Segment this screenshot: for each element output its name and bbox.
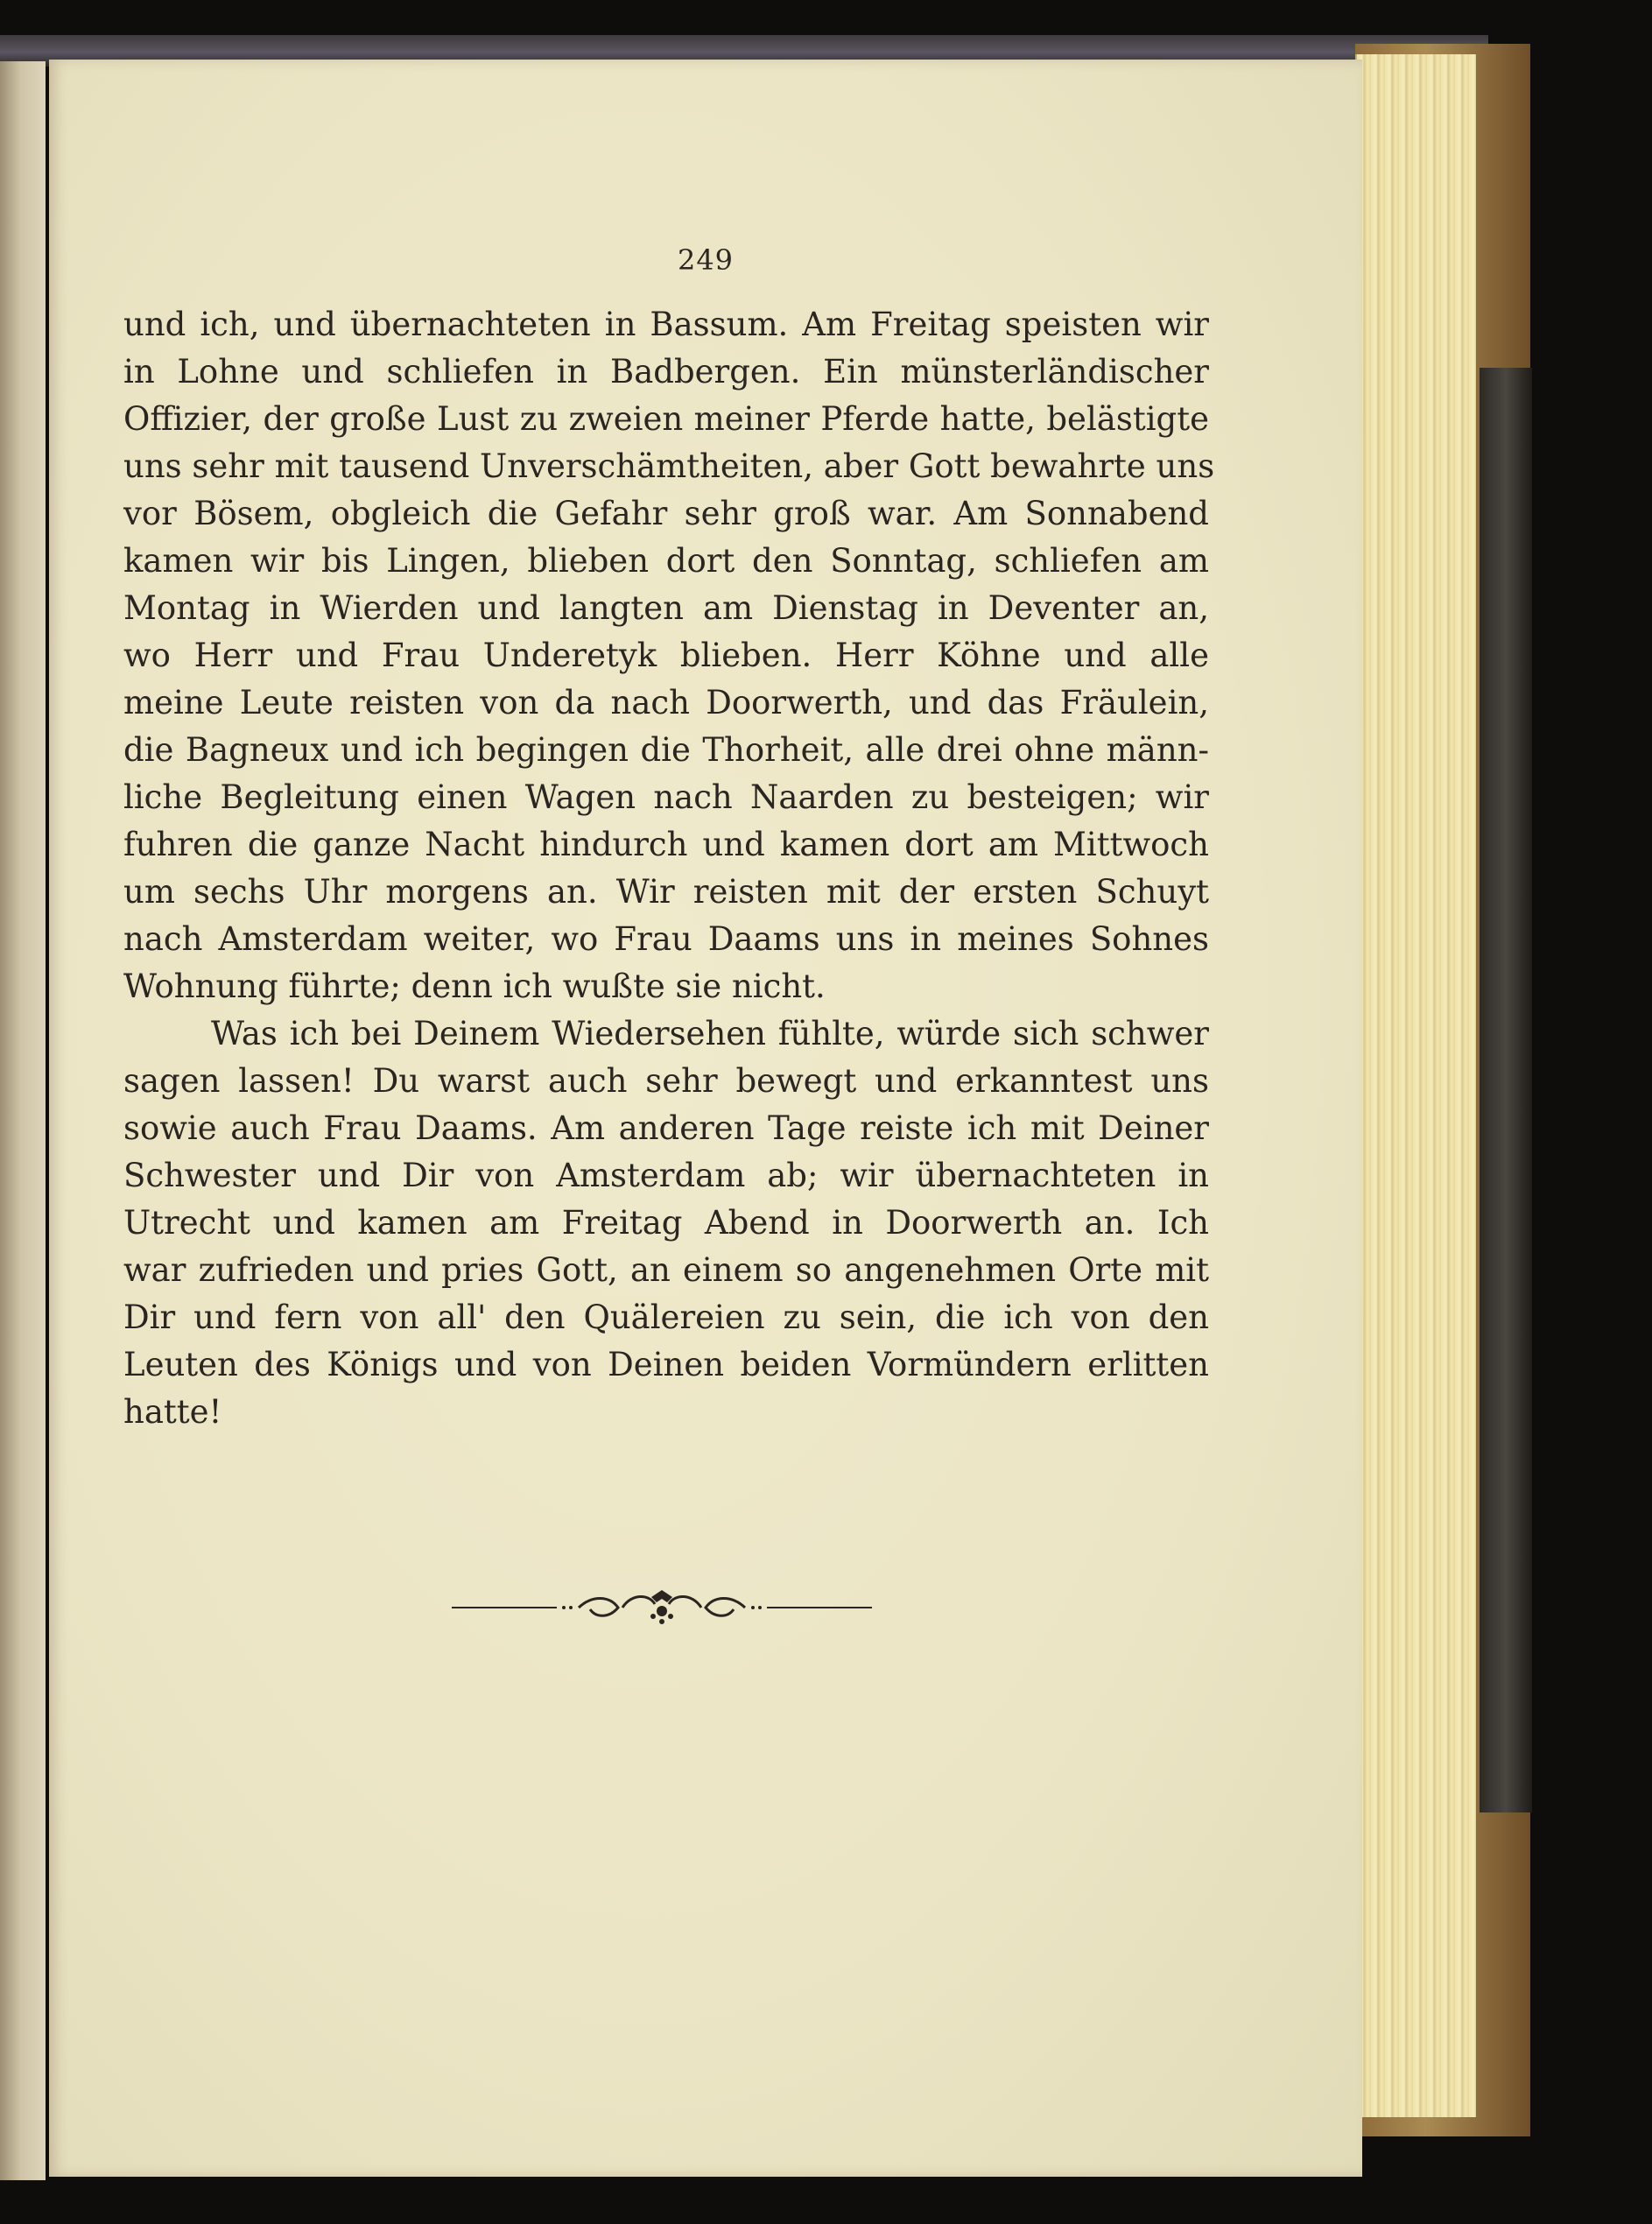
text-line: nach Amsterdam weiter, wo Frau Daams uns in meines Sohnes <box>123 920 1209 958</box>
text-line: kamen wir bis Lingen, blieben dort den Sonntag, schliefen am <box>123 542 1209 580</box>
paragraph-first-line: Was ich bei Deinem Wiedersehen fühlte, würde sich schwer <box>211 1015 1209 1052</box>
text-line: Dir und fern von all' den Quälereien zu sein, die ich von den <box>123 1299 1209 1336</box>
text-line: Schwester und Dir von Amsterdam ab; wir übernachteten in <box>123 1157 1209 1194</box>
text-line: hatte! <box>123 1393 222 1431</box>
text-line: Offizier, der große Lust zu zweien meiner Pferde hatte, belästigte <box>123 400 1209 438</box>
decorative-divider-icon <box>452 1583 872 1632</box>
text-line: liche Begleitung einen Wagen nach Naarden zu besteigen; wir <box>123 778 1209 816</box>
text-line: uns sehr mit tausend Unverschämtheiten, aber Gott bewahrte uns <box>123 447 1215 485</box>
text-line: fuhren die ganze Nacht hindurch und kamen dort am Mittwoch <box>123 826 1209 863</box>
previous-page-edge <box>0 61 46 2180</box>
cover-spine-dark <box>1480 368 1532 1812</box>
text-line: Leuten des Königs und von Deinen beiden Vormündern erlitten <box>123 1346 1209 1383</box>
text-line: vor Bösem, obgleich die Gefahr sehr groß war. Am Sonnabend <box>123 495 1209 532</box>
text-line: meine Leute reisten von da nach Doorwerth, und das Fräulein, <box>123 684 1209 721</box>
stacked-page-edges <box>1355 54 1476 2117</box>
text-line: die Bagneux und ich begingen die Thorheit, alle drei ohne männ- <box>123 731 1209 769</box>
text-line: um sechs Uhr morgens an. Wir reisten mit der ersten Schuyt <box>123 873 1209 911</box>
page-number: 249 <box>677 243 735 277</box>
text-line: Wohnung führte; denn ich wußte sie nicht. <box>123 968 826 1005</box>
text-line: sowie auch Frau Daams. Am anderen Tage reiste ich mit Deiner <box>123 1109 1209 1147</box>
text-line: wo Herr und Frau Underetyk blieben. Herr Köhne und alle <box>123 637 1209 674</box>
book-page <box>49 60 1362 2177</box>
text-line: war zufrieden und pries Gott, an einem so angenehmen Orte mit <box>123 1251 1209 1289</box>
text-line: in Lohne und schliefen in Badbergen. Ein münsterländischer <box>123 353 1209 391</box>
text-line: Utrecht und kamen am Freitag Abend in Doorwerth an. Ich <box>123 1204 1209 1242</box>
text-line: sagen lassen! Du warst auch sehr bewegt und erkanntest uns <box>123 1062 1209 1100</box>
text-line: und ich, und übernachteten in Bassum. Am Freitag speisten wir <box>123 306 1209 343</box>
text-line: Montag in Wierden und langten am Dienstag in Deventer an, <box>123 589 1209 627</box>
